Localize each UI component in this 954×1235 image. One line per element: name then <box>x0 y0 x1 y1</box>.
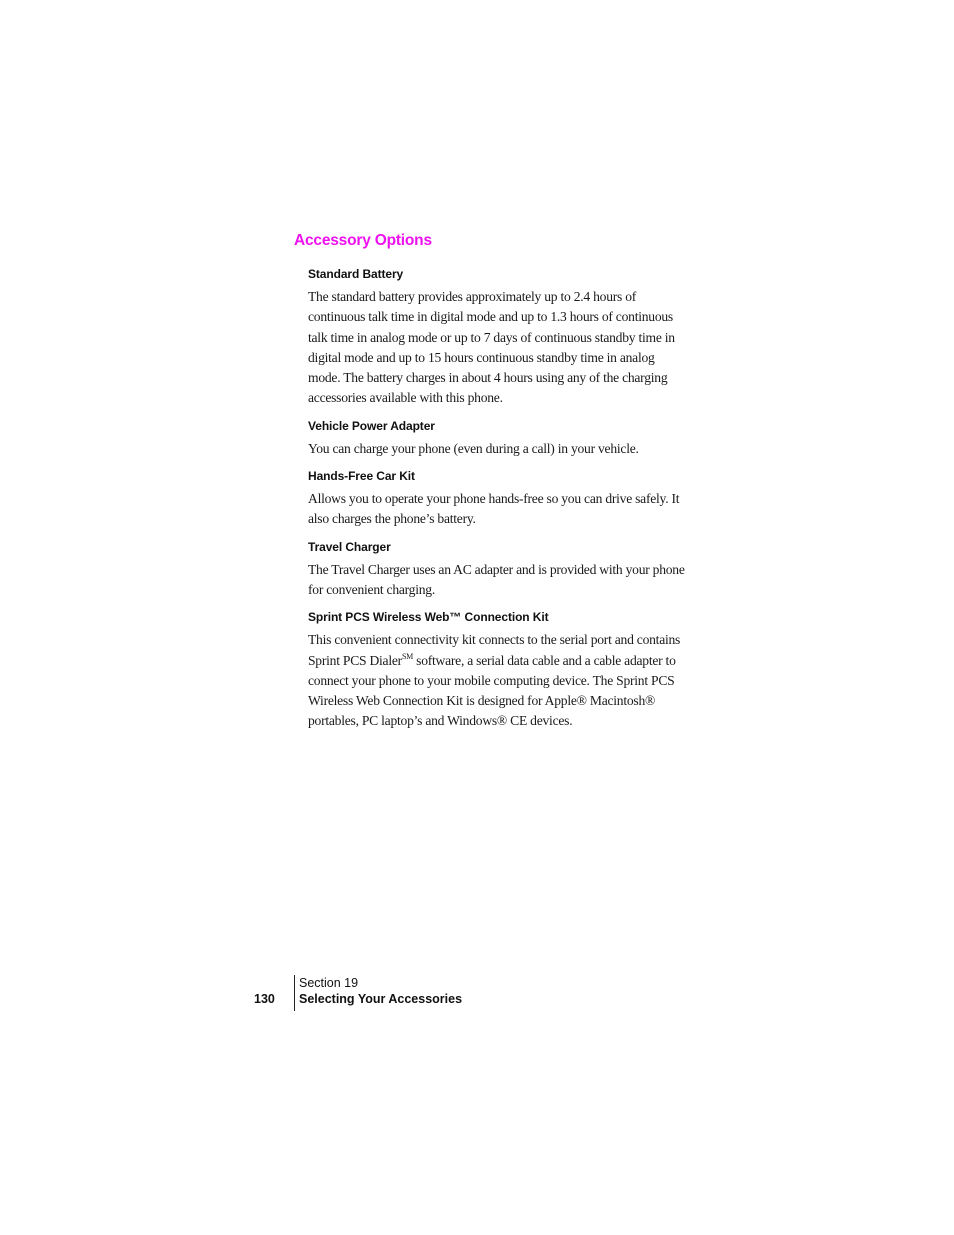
description-part: software, a serial data cable and a cable adapter to connect your phone to your mobile computing device. The Sprint PCS Wireless Web Connection Kit is designed for Apple® Macintosh® portables, PC laptop’s and Windows® CE devices. <box>308 652 676 729</box>
section-title: Accessory Options <box>294 232 432 249</box>
accessory-travel-charger <box>308 538 688 601</box>
accessory-heading: Vehicle Power Adapter <box>308 418 435 433</box>
accessory-heading: Hands-Free Car Kit <box>308 469 415 484</box>
service-mark: SM <box>401 651 413 661</box>
accessory-hands-free-car-kit <box>308 467 688 530</box>
accessory-description: Allows you to operate your phone hands-free so you can drive safely. It also charges the phone’s battery. <box>308 491 680 527</box>
accessory-heading: Standard Battery <box>308 267 404 281</box>
accessory-description: You can charge your phone (even during a call) in your vehicle. <box>308 440 639 456</box>
accessory-heading: Sprint PCS Wireless Web™ Connection Kit <box>308 610 549 625</box>
footer-divider <box>294 975 295 1011</box>
accessory-wireless-web-connection-kit <box>308 608 688 731</box>
footer-section-name: Selecting Your Accessories <box>299 992 463 1006</box>
footer-section-label: Section 19 <box>299 976 359 990</box>
accessory-heading: Travel Charger <box>308 539 391 554</box>
accessory-list <box>308 265 688 740</box>
accessory-description <box>308 630 688 731</box>
accessory-standard-battery <box>308 265 688 409</box>
accessory-description: The Travel Charger uses an AC adapter and is provided with your phone for convenient charging. <box>308 561 685 597</box>
page-number: 130 <box>254 992 275 1006</box>
accessory-description: The standard battery provides approximately up to 2.4 hours of continuous talk time in digital mode and up to 1.3 hours of continuous talk time in analog mode or up to 7 days of continuous standby time in digital mode and up to 15 hours continuous standby time in analog mode. The battery charges in about 4 hours using any of the charging accessories available with this phone. <box>308 289 675 406</box>
description-part: This convenient connectivity kit connects to the serial port and contains Sprint PCS Dialer <box>308 632 681 668</box>
accessory-vehicle-power-adapter <box>308 417 688 459</box>
